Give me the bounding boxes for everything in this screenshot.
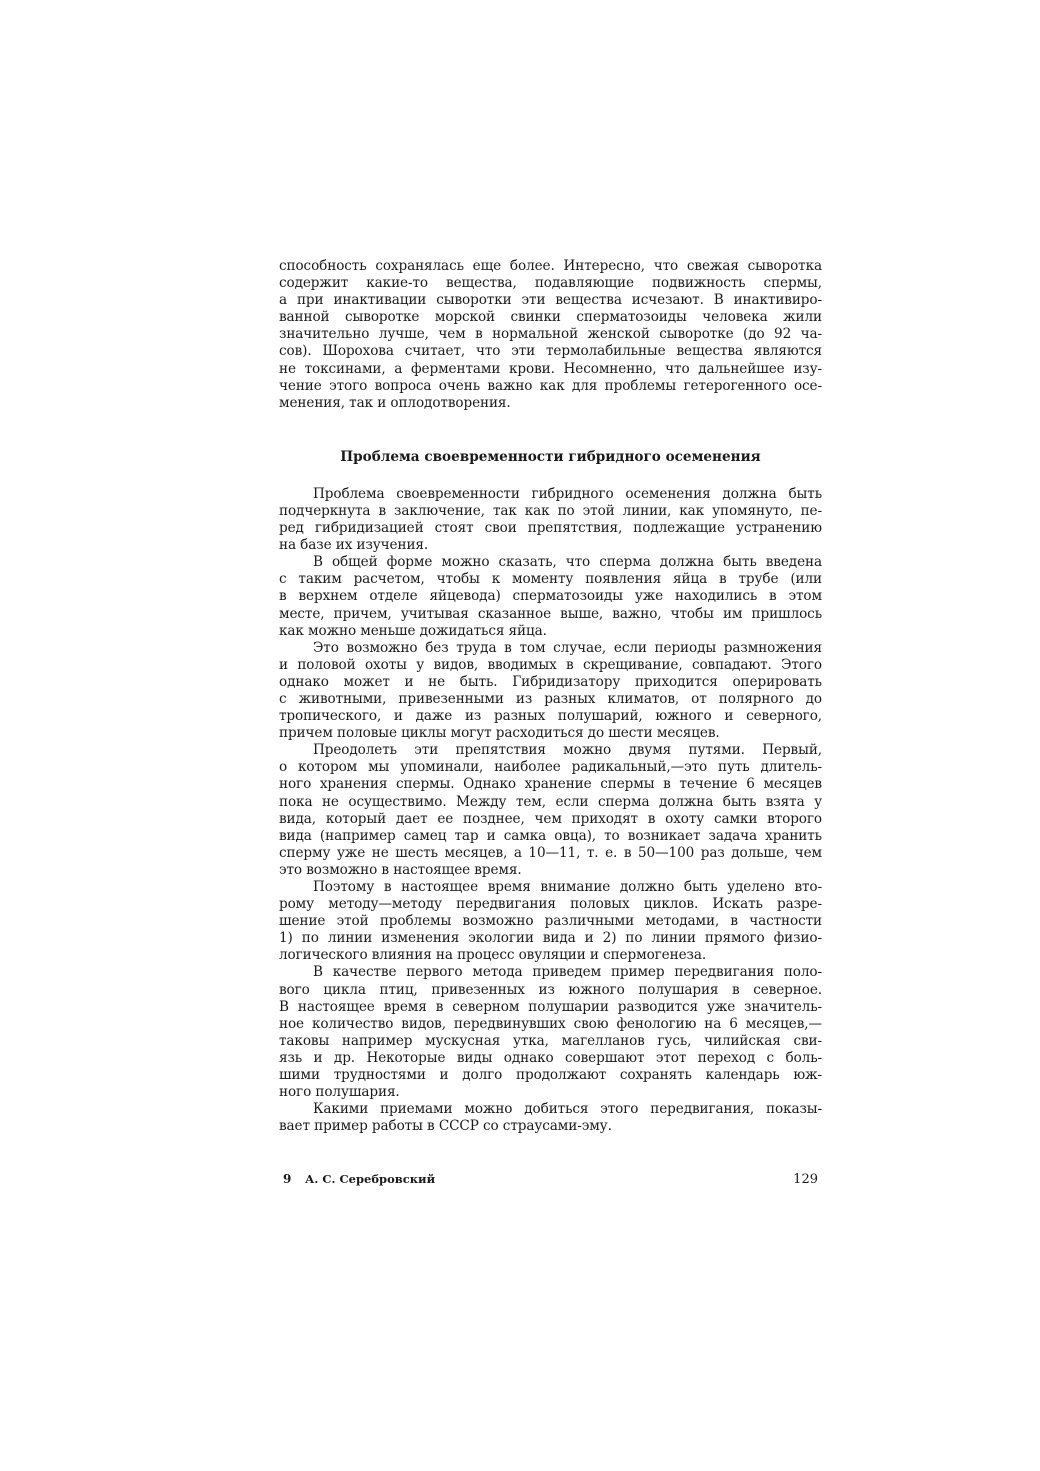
text-line: значительно лучше, чем в нормальной женской сыворотке (до 92 ча- [279, 326, 822, 343]
paragraph [279, 640, 822, 743]
text-line: в верхнем отделе яйцевода) сперматозоиды уже находились в этом [279, 588, 822, 605]
text-line: как можно меньше дожидаться яйца. [279, 622, 547, 639]
text-line: Поэтому в настоящее время внимание должно быть уделено вто- [313, 879, 822, 895]
text-line: это возможно в настоящее время. [279, 861, 522, 878]
section-heading: Проблема своевременности гибридного осеменения [340, 448, 761, 465]
text-line: Какими приемами можно добиться этого передвигания, показы- [313, 1101, 822, 1118]
text-line: шими трудностями и долго продолжают сохранять календарь юж- [279, 1067, 822, 1084]
text-line: ного полушария. [279, 1084, 400, 1101]
text-line: ного хранения спермы. Однако хранение спермы в течение 6 месяцев [279, 776, 822, 793]
text-line: месте, причем, учитывая сказанное выше, важно, чтобы им пришлось [279, 605, 822, 622]
text-line: менения, так и оплодотворения. [279, 394, 511, 411]
text-line: и половой охоты у видов, вводимых в скрещивание, совпадают. Этого [279, 656, 822, 673]
text-line: шение этой проблемы возможно различными методами, в частности [279, 913, 822, 930]
paragraph [279, 964, 822, 1101]
page-text-body [279, 258, 822, 1135]
text-line: причем половые циклы могут расходиться до шести месяцев. [279, 725, 720, 742]
paragraph [279, 554, 822, 639]
text-line: вает пример работы в СССР со страусами-эму. [279, 1118, 612, 1135]
text-line: язь и др. Некоторые виды однако совершают этот переход с боль- [279, 1049, 822, 1066]
text-line: с животными, привезенными из разных климатов, от полярного до [279, 690, 822, 707]
text-line: логического влияния на процесс овуляции и спермогенеза. [279, 947, 707, 964]
text-line: а при инактивации сыворотки эти вещества исчезают. В инактивиро- [279, 292, 822, 309]
paragraph [279, 742, 822, 879]
text-line: с таким расчетом, чтобы к моменту появления яйца в трубе (или [279, 571, 822, 588]
text-line: вого цикла птиц, привезенных из южного полушария в северное. [279, 981, 822, 998]
text-line: о котором мы упоминали, наиболее радикальный,—это путь длитель- [279, 759, 822, 776]
text-line: В общей форме можно сказать, что сперма должна быть введена [313, 554, 822, 571]
text-line: таковы например мускусная утка, магелланов гусь, чилийская сви- [279, 1032, 822, 1049]
text-line: В настоящее время в северном полушарии разводится уже значитель- [279, 998, 822, 1015]
text-line: способность сохранялась еще более. Интересно, что свежая сыворотка [279, 258, 822, 274]
text-line: пока не осуществимо. Между тем, если сперма должна быть взята у [279, 793, 822, 810]
text-line: тропического, и даже из разных полушарий, южного и северного, [279, 708, 822, 725]
text-line: на базе их изучения. [279, 537, 429, 554]
text-line: ное количество видов, передвинувших свою фенологию на 6 месяцев,— [279, 1015, 822, 1032]
text-line: чение этого вопроса очень важно как для проблемы гетерогенного осе- [279, 377, 822, 394]
text-line: содержит какие-то вещества, подавляющие подвижность спермы, [279, 275, 822, 292]
text-line: Преодолеть эти препятствия можно двумя путями. Первый, [313, 742, 822, 759]
author-name: А. С. Серебровский [305, 1172, 436, 1186]
paragraph [279, 1101, 822, 1135]
text-line: подчеркнута в заключение, так как по этой линии, как упомянуто, пе- [279, 502, 822, 519]
text-line: сперму уже не шесть месяцев, а 10—11, т. е. в 50—100 раз дольше, чем [279, 844, 822, 861]
page-footer [279, 1172, 822, 1192]
page-number: 129 [793, 1172, 818, 1187]
text-line: вида (например самец тар и самка овца), то возникает задача хранить [279, 827, 822, 844]
text-line: В качестве первого метода приведем пример передвигания поло- [313, 964, 822, 981]
text-line: сов). Шорохова считает, что эти термолабильные вещества являются [279, 343, 822, 360]
text-line: Это возможно без труда в том случае, если периоды размножения [313, 639, 822, 656]
intro-paragraph [279, 258, 822, 412]
paragraph [279, 879, 822, 964]
text-line: однако может и не быть. Гибридизатору приходится оперировать [279, 673, 822, 690]
text-line: ванной сыворотке морской свинки сперматозоиды человека жили [279, 309, 822, 326]
text-line: рому методу—методу передвигания половых циклов. Искать разре- [279, 896, 822, 913]
text-line: вида, который дает ее позднее, чем приходят в охоту самки второго [279, 810, 822, 827]
text-line: ред гибридизацией стоят свои препятствия, подлежащие устранению [279, 520, 822, 537]
text-line: 1) по линии изменения экологии вида и 2) по линии прямого физио- [279, 930, 822, 947]
text-line: Проблема своевременности гибридного осеменения должна быть [313, 485, 822, 502]
paragraph [279, 486, 822, 554]
signature-mark: 9 [283, 1172, 292, 1186]
text-line: не токсинами, а ферментами крови. Несомненно, что дальнейшее изу- [279, 360, 822, 377]
